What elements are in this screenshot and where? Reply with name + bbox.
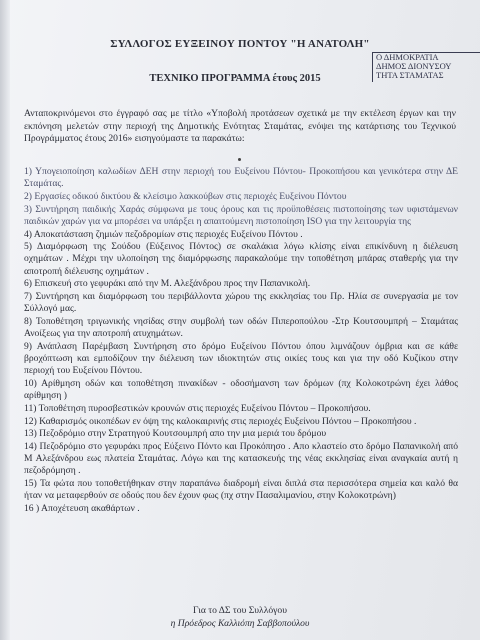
intro-paragraph: Ανταποκρινόμενοι στο έγγραφό σας με τίτλο «Υποβολή προτάσεων σχετικά με την εκτέλεση έργων και την εκπόνηση μελετών στην περιοχή της Δημοτικής Ενότητας Σταμάτας, ενόψει της κατάρτισης του Τεχνικού Προγράμματος έτους 2016» εισηγούμαστε τα παρακάτω: <box>24 108 456 144</box>
stamp-line-2: ΔΗΜΟΣ ΔΙΟΝΥΣΟΥ <box>376 61 452 71</box>
list-item: 3) Συντήρηση παιδικής Χαράς σύμφωνα με τους όρους και τις προϋποθέσεις πιστοποίησης των υφιστάμενων παιδικών χαρών για να μπορέσει να υπάρξει η απαιτούμενη πιστοποίηση ISO για την λειτουργία της <box>24 203 458 227</box>
list-item: 9) Ανάπλαση Παρέμβαση Συντήρηση στο δρόμο Ευξείνου Πόντου όπου λιμνάζουν όμβρια και σε κάθε βροχόπτωση και εμποδίζουν την διέλευση των ιδιοκτητών στις οικίες τους και για την οδό Κυζίκου στην περιοχή του Ευξείνου Πόντου. <box>24 340 458 377</box>
signature-line-2: η Πρόεδρος Καλλιόπη Σαββοπούλου <box>170 618 310 629</box>
list-item: 6) Επισκευή στο γεφυράκι από την Μ. Αλεξάνδρου προς την Παπανικολή. <box>24 278 311 290</box>
document-subtitle: ΤΕΧΝΙΚΟ ΠΡΟΓΡΑΜΜΑ έτους 2015 <box>149 73 321 84</box>
list-item: 4) Αποκατάσταση ζημιών πεζοδρομίων στις περιοχές Ευξείνου Πόντου . <box>24 228 303 240</box>
list-item: 5) Διαμόρφωση της Σούδου (Εύξεινος Πόντος) σε σκαλάκια λόγω κλίσης είναι επικίνδυνη η διέλευση οχημάτων . Μέχρι την υλοποίηση της διαμόρφωσης παρακαλούμε την τοποθέτηση μπάρας σταθερής για την αποτροπή διέλευσης οχημάτων . <box>24 241 458 277</box>
list-item: 11) Τοποθέτηση πυροσβεστικών κρουνών στις περιοχές Ευξείνου Πόντου – Προκοπήσου. <box>24 402 371 414</box>
list-item: 7) Συντήρηση και διαμόρφωση του περιβάλλοντα χώρου της εκκλησίας του Πρ. Ηλία σε συνεργασία με τον Σύλλογό μας. <box>24 291 458 315</box>
document-title: ΣΥΛΛΟΓΟΣ ΕΥΞΕΙΝΟΥ ΠΟΝΤΟΥ "Η ΑΝΑΤΟΛΗ" <box>110 38 370 50</box>
list-item: 13) Πεζοδρόμιο στην Στρατηγού Κουτσουμπρή απο την μια μεριά του δρόμου <box>24 428 327 440</box>
stamp-line-1: Ο ΔΗΜΟΚΡΑΤΙΑ <box>376 52 439 62</box>
list-item: 8) Τοποθέτηση τριγωνικής νησίδας στην συμβολή των οδών Πιπεροπούλου -Στρ Κουτσουμπρή – Σταμάτας Ανοίξεως για την αποτροπή ατυχημάτων. <box>24 315 458 340</box>
stamp-line-3: ΤΗΤΑ ΣΤΑΜΑΤΑΣ <box>376 70 444 80</box>
list-item: 1) Υπογειοποίηση καλωδίων ΔΕΗ στην περιοχή του Ευξείνου Πόντου- Προκοπήσου και γενικότερα στην ΔΕ Σταμάτας. <box>24 166 458 190</box>
signature-line-1: Για το ΔΣ του Συλλόγου <box>193 605 287 616</box>
list-item: 14) Πεζοδρόμιο στο γεφυράκι προς Εύξεινο Πόντο και Προκόπησο . Απο κλαστείο στο δρόμο Παπανικολή από Μ Αλεξάνδρου εως πλατεία Σταμάτας. Λόγω και της κατασκευής της νέας εκκλησίας είναι αναγκαία αυτή η πεζοδρόμηση . <box>24 440 458 477</box>
list-item: 16 ) Αποχέτευση ακαθάρτων . <box>24 502 140 514</box>
list-item: 12) Καθαρισμός οικοπέδων εν όψη της καλοκαιρινής στις περιοχές Ευξείνου Πόντου – Προκοπήσου . <box>24 415 417 427</box>
list-item: 10) Αρίθμηση οδών και τοποθέτηση πινακίδων - οδοσήμανση των δρόμων (πχ Κολοκοτρώνη έχει λάθος αρίθμηση ) <box>24 377 458 402</box>
signature-block <box>0 604 480 630</box>
list-item: 2) Εργασίες οδικού δικτύου & κλείσιμο λακκούβων στις περιοχές Ευξείνου Πόντου <box>24 190 347 202</box>
page-edge-shadow <box>0 0 10 640</box>
ink-dot <box>238 158 241 161</box>
list-item: 15) Τα φώτα που τοποθετήθηκαν στην παραπάνω διαδρομή είναι διπλά στα περισσότερα σημεία και καλό θα ήταν να μεταφερθούν σε οδούς που δεν έχουν φως (πχ στην Πασαλιμανίου, στην Κολοκοτρώνη) <box>24 478 458 502</box>
proposal-list <box>24 166 458 516</box>
